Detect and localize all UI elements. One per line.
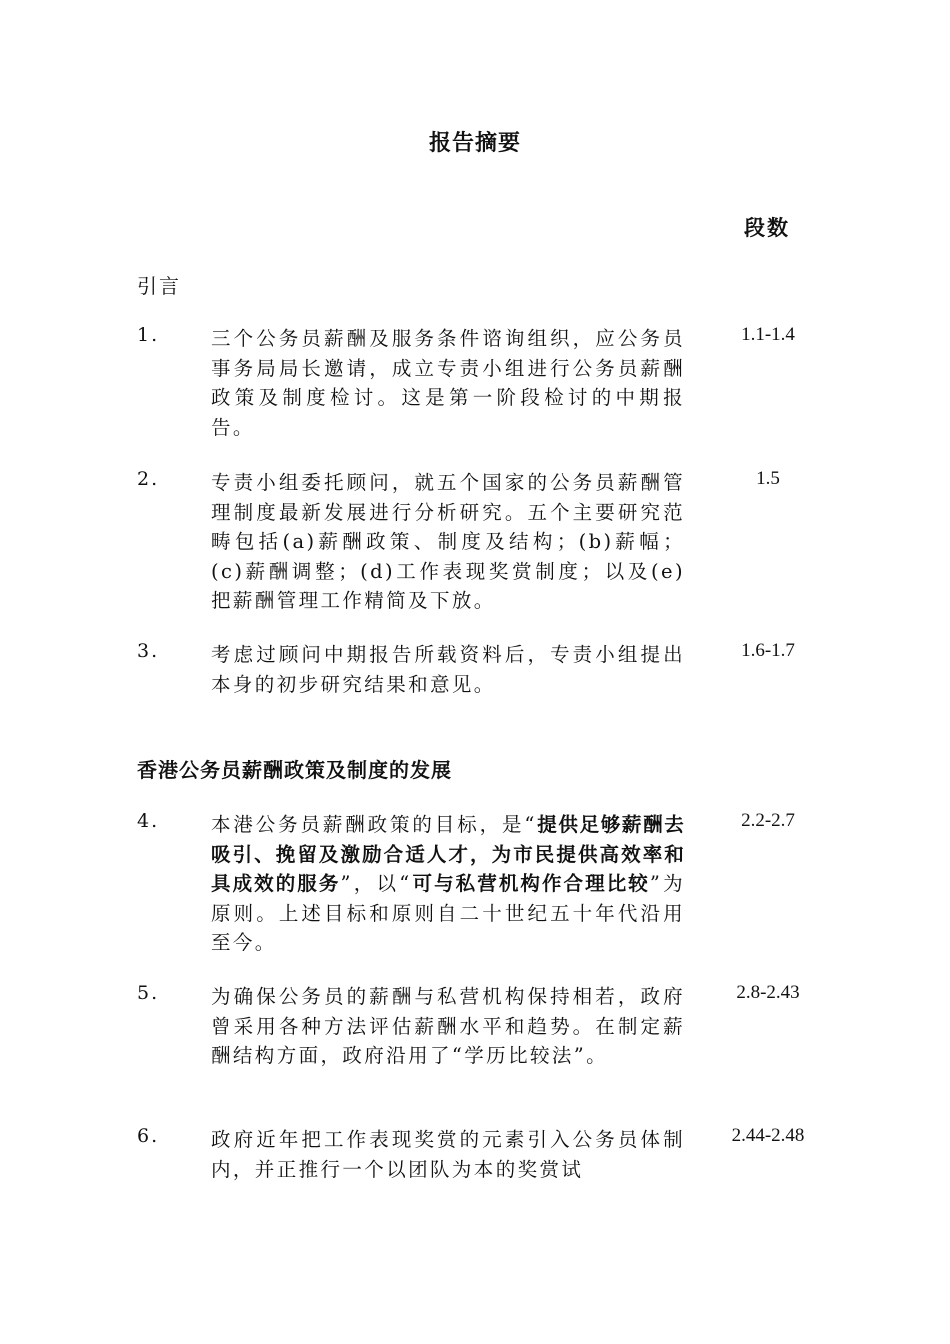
item-number: 5. [137, 982, 160, 1004]
paragraph-reference: 2.44-2.48 [731, 1125, 805, 1146]
item-text-emphasis: 可与私营机构作合理比较 [411, 872, 650, 895]
paragraph-reference: 1.5 [756, 468, 780, 489]
item-number: 2. [137, 468, 160, 490]
section-heading-pay-policy-development: 香港公务员薪酬政策及制度的发展 [137, 758, 452, 782]
item-text: 考虑过顾问中期报告所载资料后，专责小组提出本身的初步研究结果和意见。 [211, 643, 685, 696]
paragraph-reference: 2.8-2.43 [736, 982, 800, 1003]
item-text-suffix: ”为原则。上述目标和原则自二十世纪五十年代沿用至今。 [211, 872, 686, 954]
item-text: 三个公务员薪酬及服务条件谘询组织，应公务员事务局局长邀请，成立专责小组进行公务员薪酬政策及制度检讨。这是第一阶段检讨的中期报告。 [211, 327, 685, 439]
paragraph-reference: 1.6-1.7 [741, 640, 795, 661]
page-title: 报告摘要 [428, 131, 521, 156]
paragraph-column-header: 段数 [744, 216, 790, 240]
item-number: 4. [137, 810, 160, 832]
item-number: 6. [137, 1125, 160, 1147]
section-heading-introduction: 引言 [137, 274, 181, 298]
item-text [211, 810, 685, 958]
paragraph-reference: 1.1-1.4 [741, 324, 795, 345]
item-number: 1. [137, 324, 160, 346]
item-text: 专责小组委托顾问，就五个国家的公务员薪酬管理制度最新发展进行分析研究。五个主要研究范畴包括(a)薪酬政策、制度及结构；(b)薪幅；(c)薪酬调整；(d)工作表现奖赏制度；以及(e)把薪酬管理工作精简及下放。 [211, 471, 685, 612]
item-number: 3. [137, 640, 160, 662]
item-text: 为确保公务员的薪酬与私营机构保持相若，政府曾采用各种方法评估薪酬水平和趋势。在制定薪酬结构方面，政府沿用了“学历比较法”。 [211, 985, 685, 1067]
item-text-emphasis: 提供足够薪酬去吸引、挽留及激励合适人才，为市民提供高效率和具成效的服务 [211, 813, 685, 895]
item-text-prefix: 本港公务员薪酬政策的目标，是“ [211, 813, 537, 836]
item-text: 政府近年把工作表现奖赏的元素引入公务员体制内，并正推行一个以团队为本的奖赏试 [211, 1128, 685, 1181]
paragraph-reference: 2.2-2.7 [741, 810, 795, 831]
item-text-middle: ”，以“ [340, 872, 412, 895]
